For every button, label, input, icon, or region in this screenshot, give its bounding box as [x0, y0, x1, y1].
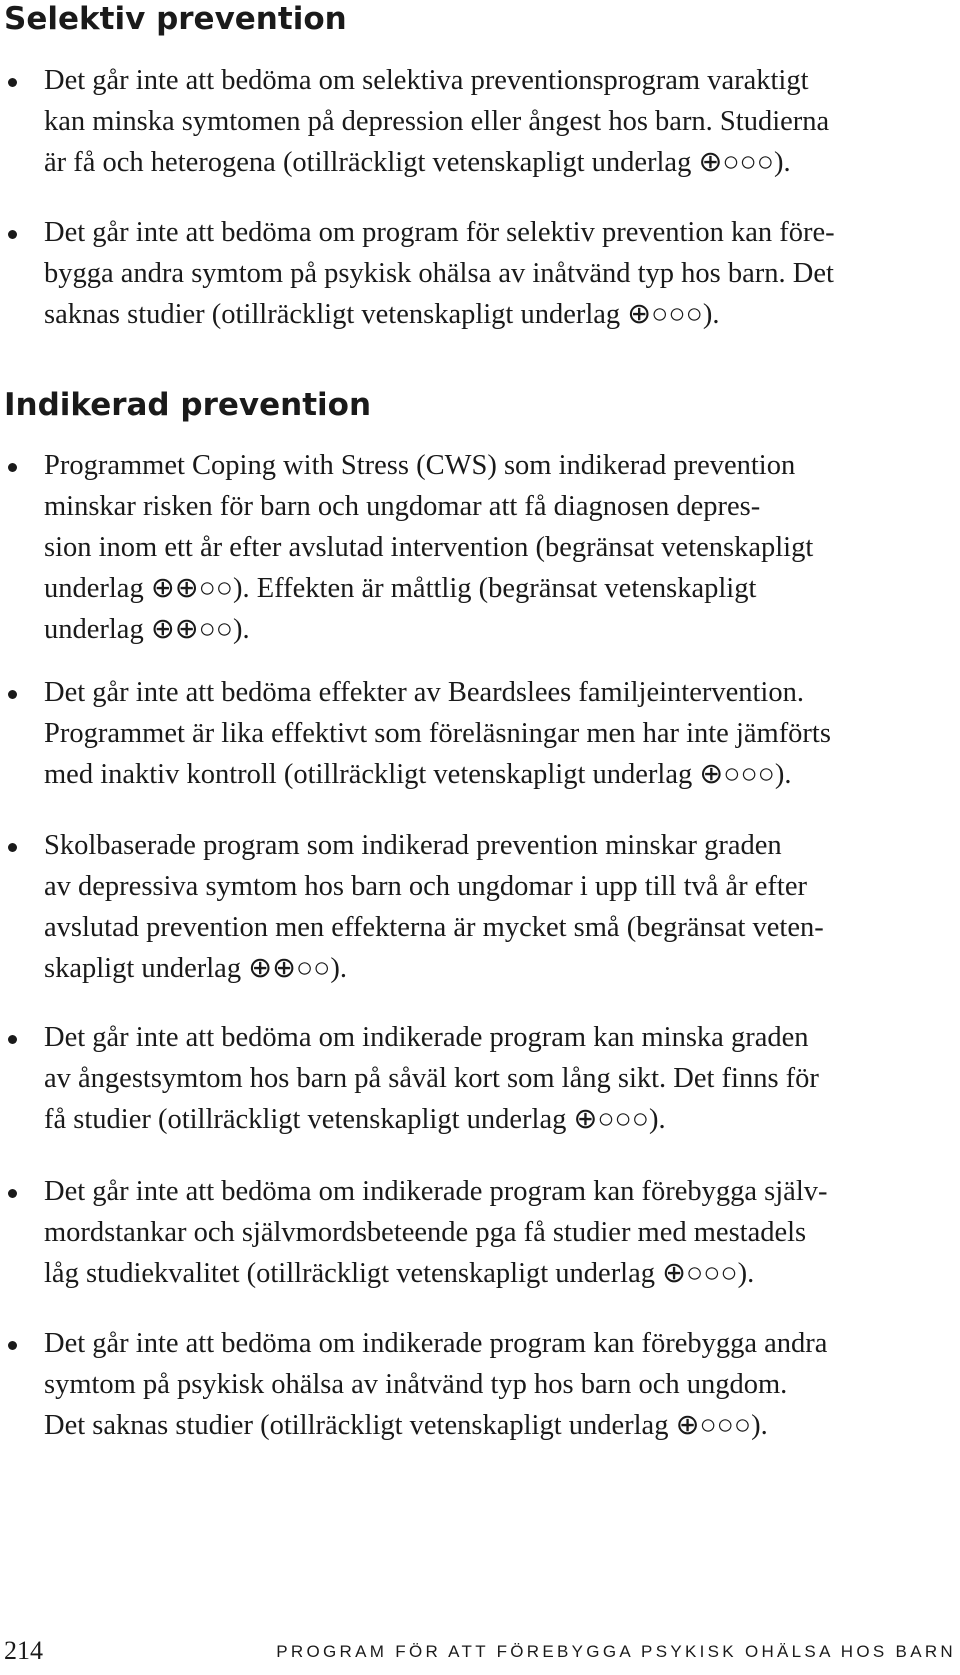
text-line: Programmet Coping with Stress (CWS) som indikerad prevention — [44, 450, 796, 481]
text-line: få studier (otillräckligt vetenskapligt underlag ⊕○○○). — [44, 1104, 666, 1135]
text-line: med inaktiv kontroll (otillräckligt vetenskapligt underlag ⊕○○○). — [44, 759, 792, 790]
text-line: Det går inte att bedöma om indikerade program kan förebygga andra — [44, 1328, 828, 1359]
text-line: underlag ⊕⊕○○). Effekten är måttlig (begränsat vetenskapligt — [44, 573, 757, 604]
bullet-text — [44, 445, 948, 650]
text-line: Det går inte att bedöma effekter av Beardslees familjeintervention. — [44, 677, 804, 708]
text-line: Det går inte att bedöma om program för selektiv prevention kan före- — [44, 217, 835, 248]
text-line: av depressiva symtom hos barn och ungdomar i upp till två år efter — [44, 871, 807, 902]
text-line: mordstankar och självmordsbeteende pga få studier med mestadels — [44, 1217, 807, 1248]
text-line: symtom på psykisk ohälsa av inåtvänd typ hos barn och ungdom. — [44, 1369, 788, 1400]
bullet-dot-icon — [8, 230, 17, 239]
bullet-dot-icon — [8, 1035, 17, 1044]
text-line: av ångestsymtom hos barn på såväl kort som lång sikt. Det finns för — [44, 1063, 819, 1094]
text-line: bygga andra symtom på psykisk ohälsa av inåtvänd typ hos barn. Det — [44, 258, 834, 289]
text-line: avslutad prevention men effekterna är mycket små (begränsat veten- — [44, 912, 824, 943]
text-line: Det går inte att bedöma om indikerade program kan minska graden — [44, 1022, 809, 1053]
text-line: låg studiekvalitet (otillräckligt vetenskapligt underlag ⊕○○○). — [44, 1258, 755, 1289]
running-title: PROGRAM FÖR ATT FÖREBYGGA PSYKISK OHÄLSA HOS BARN — [276, 1642, 956, 1661]
text-line: underlag ⊕⊕○○). — [44, 614, 250, 645]
bullet-dot-icon — [8, 78, 17, 87]
bullet-text — [44, 1017, 948, 1140]
page-number: 214 — [4, 1636, 43, 1665]
bullet-dot-icon — [8, 843, 17, 852]
bullet-dot-icon — [8, 1189, 17, 1198]
section-heading-selektiv: Selektiv prevention — [4, 1, 347, 37]
text-line: saknas studier (otillräckligt vetenskapligt underlag ⊕○○○). — [44, 299, 720, 330]
section-heading-indikerad: Indikerad prevention — [4, 387, 372, 423]
text-line: Programmet är lika effektivt som föreläsningar men har inte jämförts — [44, 718, 831, 749]
bullet-dot-icon — [8, 690, 17, 699]
text-line: kan minska symtomen på depression eller ångest hos barn. Studierna — [44, 106, 830, 137]
bullet-text — [44, 212, 948, 335]
text-line: Skolbaserade program som indikerad prevention minskar graden — [44, 830, 782, 861]
text-line: skapligt underlag ⊕⊕○○). — [44, 953, 348, 984]
bullet-text — [44, 60, 948, 183]
bullet-text — [44, 1171, 948, 1294]
text-line: sion inom ett år efter avslutad intervention (begränsat vetenskapligt — [44, 532, 814, 563]
text-line: är få och heterogena (otillräckligt vetenskapligt underlag ⊕○○○). — [44, 147, 791, 178]
text-line: Det saknas studier (otillräckligt vetenskapligt underlag ⊕○○○). — [44, 1410, 768, 1441]
bullet-text — [44, 672, 948, 795]
text-line: Det går inte att bedöma om indikerade program kan förebygga själv- — [44, 1176, 828, 1207]
bullet-text — [44, 825, 948, 989]
bullet-text — [44, 1323, 948, 1446]
bullet-dot-icon — [8, 463, 17, 472]
bullet-dot-icon — [8, 1341, 17, 1350]
text-line: Det går inte att bedöma om selektiva preventionsprogram varaktigt — [44, 65, 809, 96]
text-line: minskar risken för barn och ungdomar att få diagnosen depres- — [44, 491, 761, 522]
page-footer — [0, 1635, 960, 1667]
